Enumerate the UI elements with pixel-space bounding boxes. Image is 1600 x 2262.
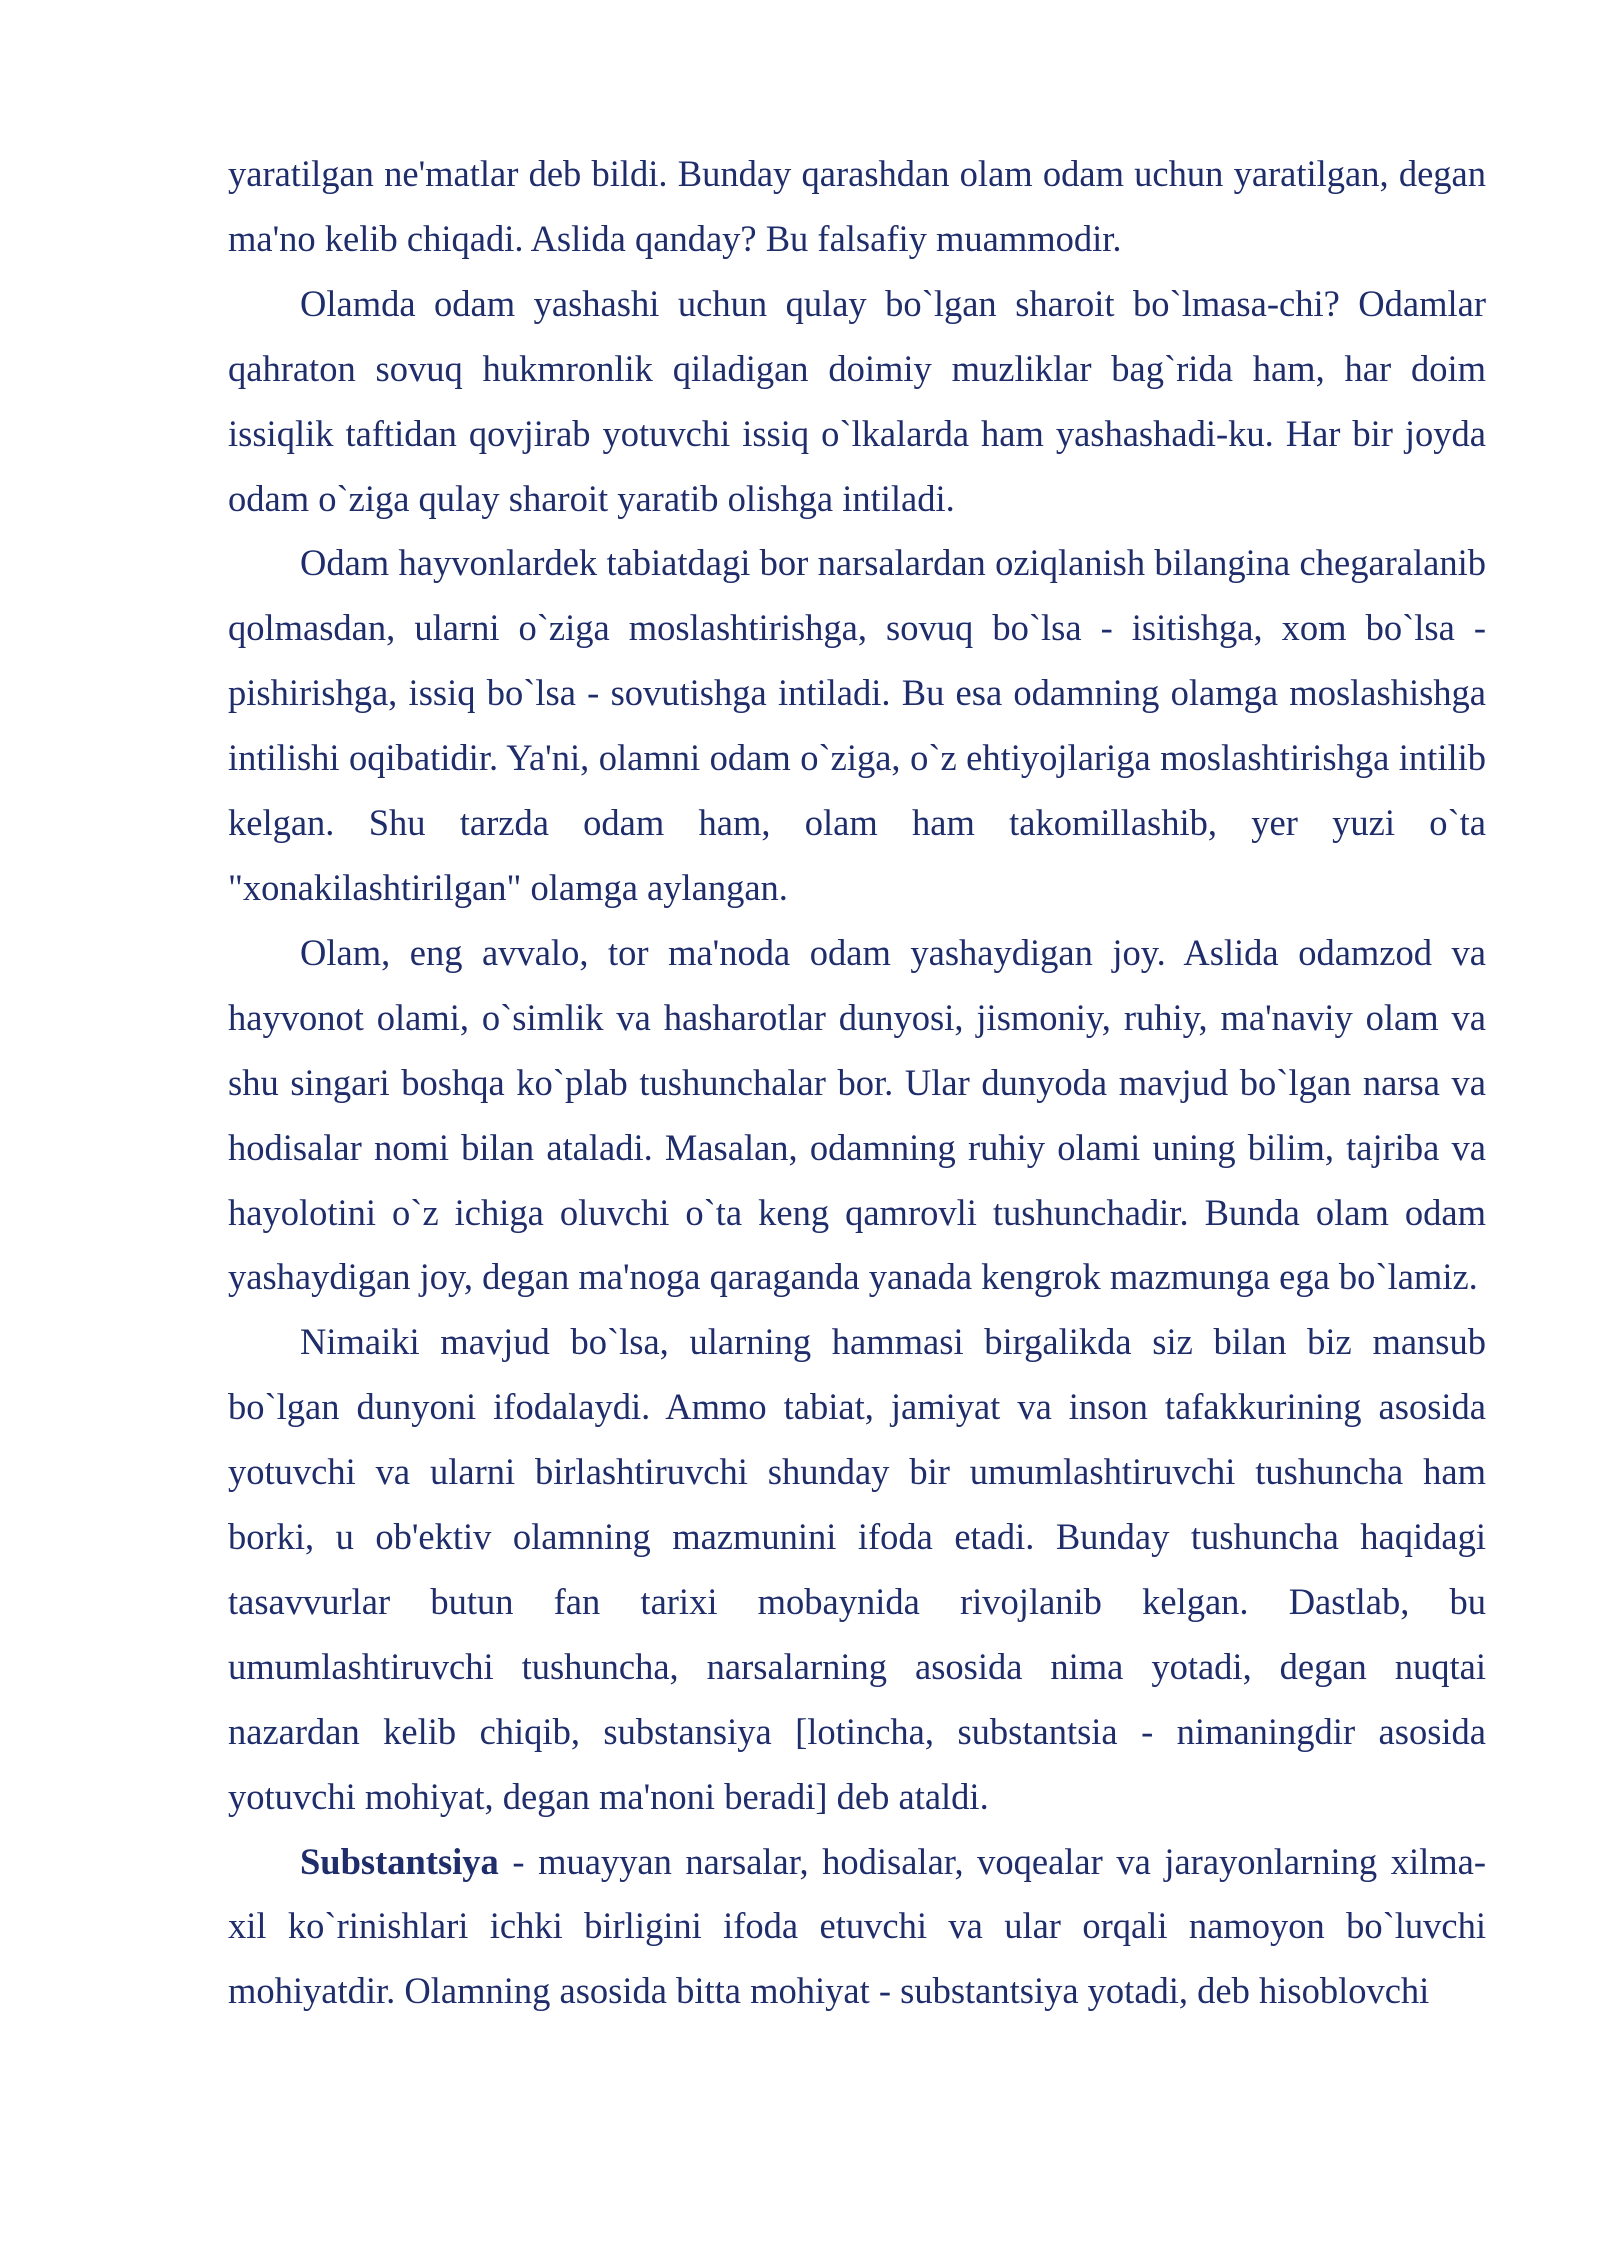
paragraph: Nimaiki mavjud bo`lsa, ularning hammasi birgalikda siz bilan biz mansub bo`lgan dunyoni ifodalaydi. Ammo tabiat, jamiyat va inson tafakkurining asosida yotuvchi va ularni birlashtiruvchi shunday bir umumlashtiruvchi tushuncha ham borki, u ob'ektiv olamning mazmunini ifoda etadi. Bunday tushuncha haqidagi tasavvurlar butun fan tarixi mobaynida rivojlanib kelgan. Dastlab, bu umumlashtiruvchi tushuncha, narsalarning asosida nima yotadi, degan nuqtai nazardan kelib chiqib, substansiya [lotincha, substantsia - nimaningdir asosida yotuvchi mohiyat, degan ma'noni beradi] deb ataldi. — [228, 1321, 1486, 1817]
definition-term: Substantsiya — [300, 1840, 499, 1882]
paragraph: Olamda odam yashashi uchun qulay bo`lgan sharoit bo`lmasa-chi? Odamlar qahraton sovuq hukmronlik qiladigan doimiy muzliklar bag`rida ham, har doim issiqlik taftidan qovjirab yotuvchi issiq o`lkalarda ham yashashadi-ku. Har bir joyda odam o`ziga qulay sharoit yaratib olishga intiladi. — [228, 282, 1486, 519]
paragraph: Odam hayvonlardek tabiatdagi bor narsalardan oziqlanish bilangina chegaralanib qolmasdan, ularni o`ziga moslashtirishga, sovuq bo`lsa - isitishga, xom bo`lsa - pishirishga, issiq bo`lsa - sovutishga intiladi. Bu esa odamning olamga moslashishga intilishi oqibatidir. Ya'ni, olamni odam o`ziga, o`z ehtiyojlariga moslashtirishga intilib kelgan. Shu tarzda odam ham, olam ham takomillashib, yer yuzi o`ta "xonakilashtirilgan" olamga aylangan. — [228, 542, 1486, 908]
paragraph: Olam, eng avvalo, tor ma'noda odam yashaydigan joy. Aslida odamzod va hayvonot olami, o`simlik va hasharotlar dunyosi, jismoniy, ruhiy, ma'naviy olam va shu singari boshqa ko`plab tushunchalar bor. Ular dunyoda mavjud bo`lgan narsa va hodisalar nomi bilan ataladi. Masalan, odamning ruhiy olami uning bilim, tajriba va hayolotini o`z ichiga oluvchi o`ta keng qamrovli tushunchadir. Bunda olam odam yashaydigan joy, degan ma'noga qaraganda yanada kengrok mazmunga ega bo`lamiz. — [228, 931, 1486, 1298]
document-body — [228, 142, 1486, 2024]
definition-paragraph — [228, 1830, 1486, 2025]
paragraph: yaratilgan ne'matlar deb bildi. Bunday qarashdan olam odam uchun yaratilgan, degan ma'no kelib chiqadi. Aslida qanday? Bu falsafiy muammodir. — [228, 153, 1486, 259]
definition-text: - muayyan narsalar, hodisalar, voqealar va jarayonlarning xilma-xil ko`rinishlari ichki birligini ifoda etuvchi va ular orqali namoyon bo`luvchi mohiyatdir. Olamning asosida bitta mohiyat - substantsiya yotadi, deb hisoblovchi — [228, 1840, 1486, 2012]
